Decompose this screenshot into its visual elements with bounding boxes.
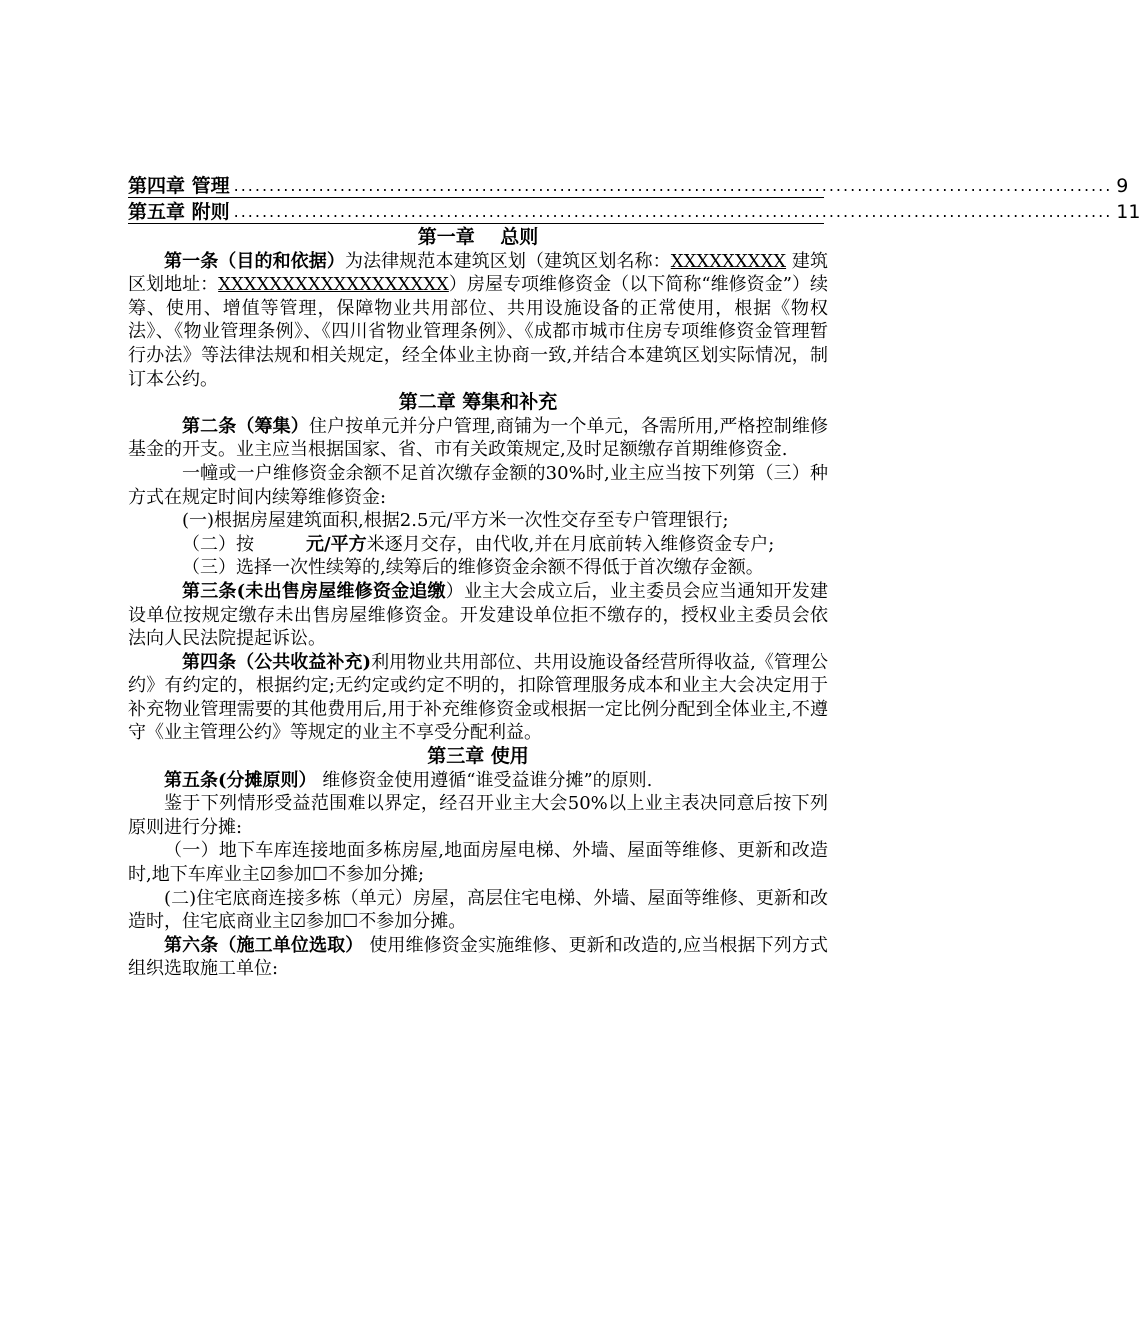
article-1 <box>128 250 828 392</box>
article-4 <box>128 651 828 745</box>
toc-page-number: 11 <box>1116 201 1140 223</box>
article-5-item-1: （一）地下车库连接地面多栋房屋,地面房屋电梯、外墙、屋面等维修、更新和改造时,地下车库业主☑参加☐不参加分摊; <box>128 840 828 886</box>
article-6 <box>128 934 828 981</box>
article-6-title: 第六条（施工单位选取） <box>164 934 364 956</box>
chapter-2-heading: 第二章 筹集和补充 <box>398 391 558 414</box>
article-2-title: 第二条（筹集） <box>182 415 309 437</box>
toc-leader-dots: ............................................................................................................................ <box>233 176 1113 195</box>
article-2-text: 住户按单元并分户管理,商铺为一个单元，各需所用,严格控制维修基金的开支。业主应当根据国家、省、市有关政策规定,及时足额缴存首期维修资金. <box>128 415 828 461</box>
article-1-title: 第一条（目的和依据） <box>164 250 345 272</box>
article-2-item-2-c: 米逐月交存，由代收,并在月底前转入维修资金专户; <box>366 533 775 555</box>
article-2-item-3: （三）选择一次性续筹的,续筹后的维修资金余额不得低于首次缴存金额。 <box>182 557 764 579</box>
toc-entry-chapter-4[interactable] <box>128 172 1129 198</box>
article-3-text: ）业主大会成立后，业主委员会应当通知开发建设单位按规定缴存未出售房屋维修资金。开发建设单位拒不缴存的，授权业主委员会依法向人民法院提起诉讼。 <box>128 580 829 650</box>
toc-label: 第四章 管理 <box>128 175 230 197</box>
article-5-title: 第五条(分摊原则） <box>164 769 317 791</box>
article-5-item-2: (二)住宅底商连接多栋（单元）房屋，高层住宅电梯、外墙、屋面等维修、更新和改造时，住宅底商业主☑参加☐不参加分摊。 <box>128 887 828 933</box>
chapter-3-heading: 第三章 使用 <box>427 745 529 768</box>
article-3-title: 第三条(未出售房屋维修资金追缴 <box>182 580 446 602</box>
article-2 <box>128 415 828 462</box>
article-4-title: 第四条（公共收益补充) <box>182 651 372 673</box>
chapter-1-heading: 第一章 总则 <box>417 226 539 248</box>
toc-entry-chapter-5[interactable] <box>128 198 1140 224</box>
article-5 <box>128 769 828 793</box>
toc-label: 第五章 附则 <box>128 201 230 223</box>
article-5-paragraph-2: 鉴于下列情形受益范围难以界定，经召开业主大会50%以上业主表决同意后按下列原则进行分摊: <box>128 793 828 838</box>
zone-name-placeholder: XXXXXXXXX <box>670 250 787 272</box>
article-1-text-a: 为法律规范本建筑区划（建筑区划名称： <box>344 250 671 272</box>
article-6-text: 使用维修资金实施维修、更新和改造的,应当根据下列方式组织选取施工单位: <box>128 934 828 980</box>
article-2-item-2-a: （二）按 <box>182 533 254 555</box>
article-2-item-2 <box>128 533 828 557</box>
toc-page-number: 9 <box>1116 175 1129 197</box>
article-3 <box>128 580 828 651</box>
article-5-text: 维修资金使用遵循“谁受益谁分摊”的原则. <box>322 769 653 791</box>
article-4-text: 利用物业共用部位、共用设施设备经营所得收益,《管理公约》有约定的，根据约定;无约定或约定不明的，扣除管理服务成本和业主大会决定用于补充物业管理需要的其他费用后,用于补充维修资金或根据一定比例分配到全体业主,不遵守《业主管理公约》等规定的业主不享受分配利益。 <box>128 651 828 744</box>
zone-address-placeholder: XXXXXXXXXXXXXXXXXX <box>218 274 449 296</box>
document-body <box>128 226 828 981</box>
article-1-text-c: ）房屋专项维修资金（以下简称“维修资金”）续筹、使用、增值等管理，保障物业共用部位、共用设施设备的正常使用，根据《物权法》、《物业管理条例》、《四川省物业管理条例》、《成都市城市住房专项维修资金管理暂行办法》等法律法规和相关规定，经全体业主协商一致,并结合本建筑区划实际情况，制订本公约。 <box>128 274 828 390</box>
article-1-text-b: 建筑区划地址： <box>128 250 829 296</box>
article-2-item-1: (一)根据房屋建筑面积,根据2.5元/平方米一次性交存至专户管理银行; <box>182 510 729 532</box>
toc-leader-dots: ............................................................................................................................ <box>233 202 1113 221</box>
article-2-item-2-unit: 元/平方 <box>306 533 367 555</box>
article-2-paragraph-2: 一幢或一户维修资金余额不足首次缴存金额的30%时,业主应当按下列第（三）种方式在规定时间内续筹维修资金: <box>128 462 828 508</box>
